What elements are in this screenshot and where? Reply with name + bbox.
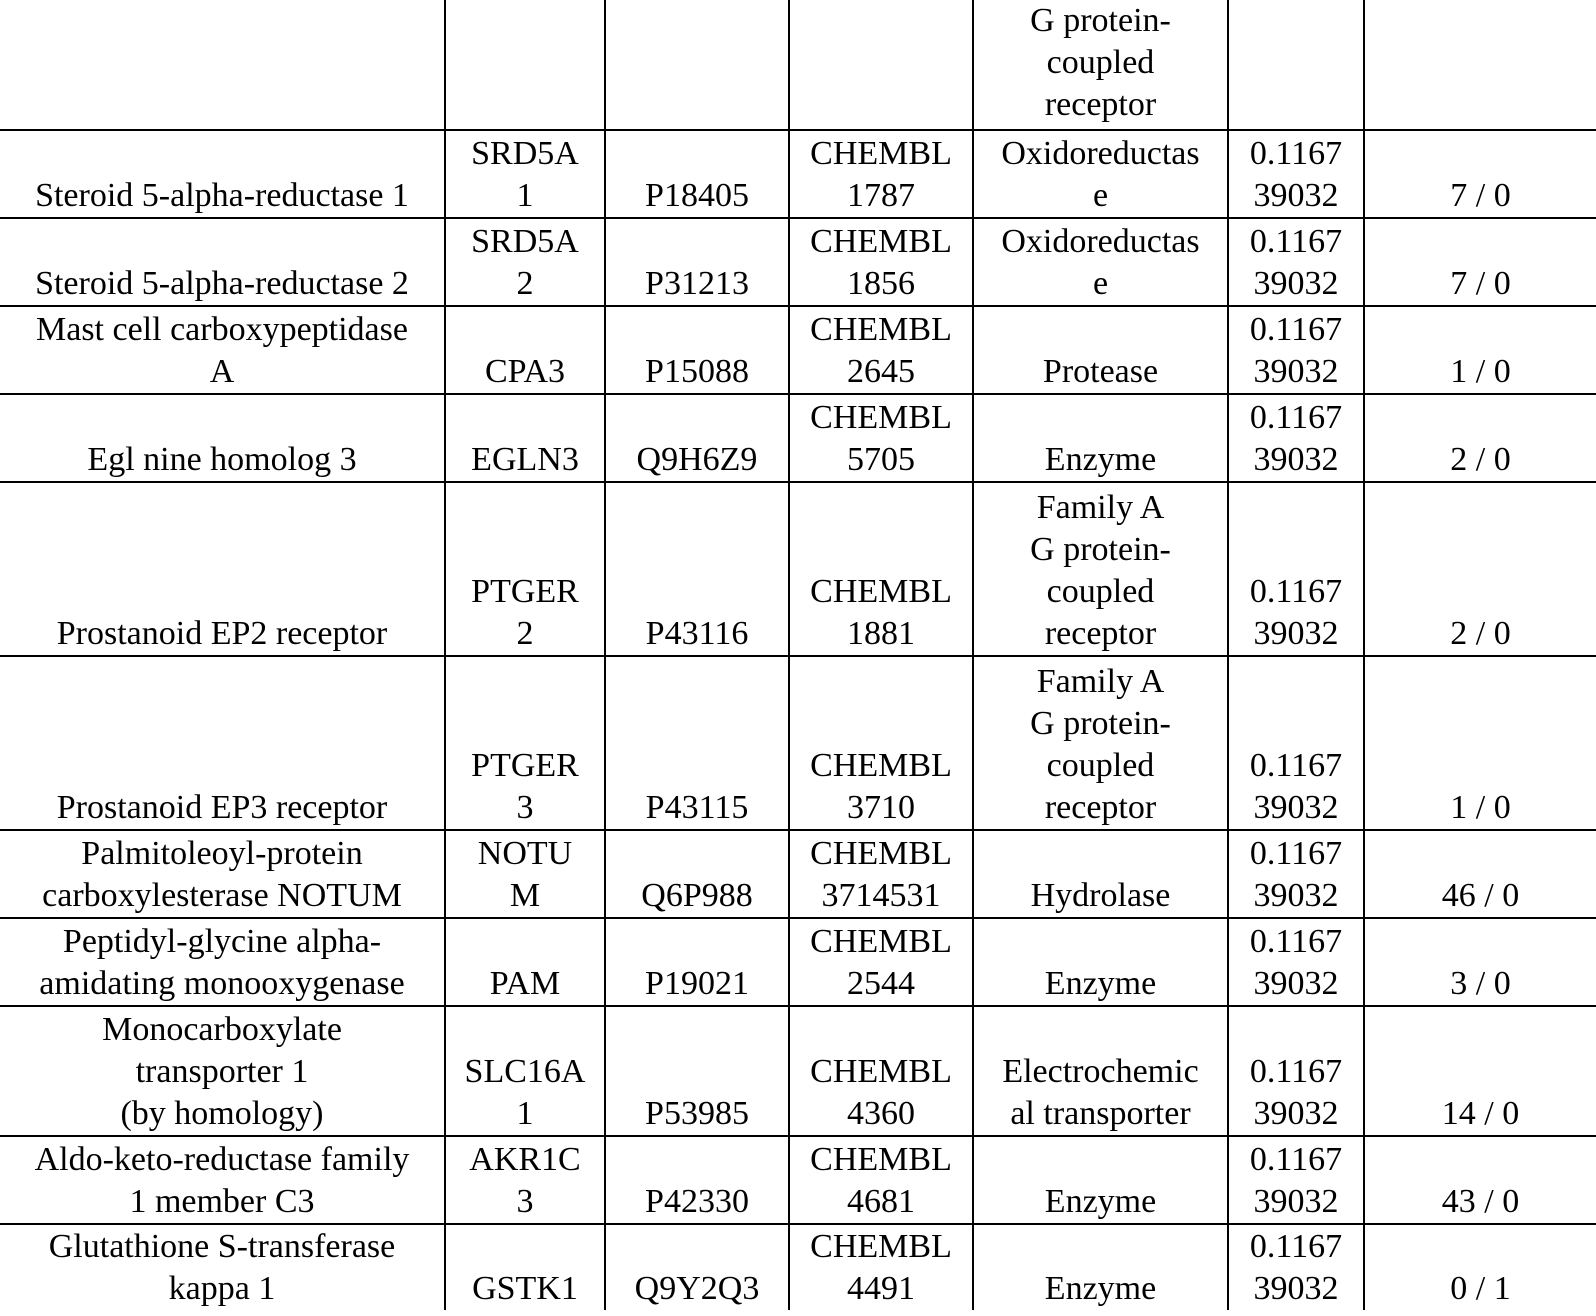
known-actives-cell [1364, 0, 1596, 130]
probability-cell: 0.1167 39032 [1228, 1006, 1364, 1136]
target-class-cell: Enzyme [973, 918, 1228, 1006]
table-row [0, 918, 1596, 1006]
chembl-id-cell: CHEMBL 1881 [789, 482, 973, 656]
probability-cell: 0.1167 39032 [1228, 394, 1364, 482]
target-name-cell: Prostanoid EP2 receptor [0, 482, 445, 656]
target-name-cell: Peptidyl-glycine alpha- amidating monooxygenase [0, 918, 445, 1006]
uniprot-id-cell: Q9Y2Q3 [605, 1224, 789, 1310]
probability-cell: 0.1167 39032 [1228, 306, 1364, 394]
gene-symbol-cell: PTGER 2 [445, 482, 605, 656]
target-class-cell: G protein- coupled receptor [973, 0, 1228, 130]
table-row [0, 830, 1596, 918]
target-name-cell [0, 0, 445, 130]
gene-symbol-cell: SLC16A 1 [445, 1006, 605, 1136]
known-actives-cell: 46 / 0 [1364, 830, 1596, 918]
gene-symbol-cell: SRD5A 2 [445, 218, 605, 306]
chembl-id-cell: CHEMBL 3714531 [789, 830, 973, 918]
known-actives-cell: 43 / 0 [1364, 1136, 1596, 1224]
chembl-id-cell: CHEMBL 1787 [789, 130, 973, 218]
target-class-cell: Hydrolase [973, 830, 1228, 918]
target-name-cell: Egl nine homolog 3 [0, 394, 445, 482]
probability-cell: 0.1167 39032 [1228, 218, 1364, 306]
uniprot-id-cell: P19021 [605, 918, 789, 1006]
target-name-cell: Prostanoid EP3 receptor [0, 656, 445, 830]
chembl-id-cell: CHEMBL 4360 [789, 1006, 973, 1136]
probability-cell [1228, 0, 1364, 130]
probability-cell: 0.1167 39032 [1228, 656, 1364, 830]
target-name-cell: Aldo-keto-reductase family 1 member C3 [0, 1136, 445, 1224]
probability-cell: 0.1167 39032 [1228, 918, 1364, 1006]
gene-symbol-cell: PAM [445, 918, 605, 1006]
known-actives-cell: 1 / 0 [1364, 656, 1596, 830]
target-name-cell: Steroid 5-alpha-reductase 2 [0, 218, 445, 306]
probability-cell: 0.1167 39032 [1228, 1224, 1364, 1310]
uniprot-id-cell: Q6P988 [605, 830, 789, 918]
probability-cell: 0.1167 39032 [1228, 482, 1364, 656]
uniprot-id-cell: P53985 [605, 1006, 789, 1136]
target-class-cell: Protease [973, 306, 1228, 394]
chembl-id-cell: CHEMBL 4491 [789, 1224, 973, 1310]
target-class-cell: Oxidoreductas e [973, 130, 1228, 218]
chembl-id-cell [789, 0, 973, 130]
table-row [0, 482, 1596, 656]
table-row [0, 0, 1596, 130]
uniprot-id-cell: P43115 [605, 656, 789, 830]
target-name-cell: Mast cell carboxypeptidase A [0, 306, 445, 394]
chembl-id-cell: CHEMBL 4681 [789, 1136, 973, 1224]
target-class-cell: Family A G protein- coupled receptor [973, 656, 1228, 830]
known-actives-cell: 0 / 1 [1450, 1270, 1511, 1307]
known-actives-cell: 3 / 0 [1364, 918, 1596, 1006]
target-name-cell: Steroid 5-alpha-reductase 1 [0, 130, 445, 218]
table-row [0, 656, 1596, 830]
uniprot-id-cell: P42330 [605, 1136, 789, 1224]
uniprot-id-cell: P43116 [605, 482, 789, 656]
target-class-cell: Family A G protein- coupled receptor [973, 482, 1228, 656]
target-name-cell: Monocarboxylate transporter 1 (by homology) [0, 1006, 445, 1136]
table-row [0, 1006, 1596, 1136]
table-row [0, 130, 1596, 218]
known-actives-cell: 2 / 0 [1364, 394, 1596, 482]
gene-symbol-cell: EGLN3 [445, 394, 605, 482]
uniprot-id-cell: P15088 [605, 306, 789, 394]
uniprot-id-cell: P18405 [605, 130, 789, 218]
uniprot-id-cell: P31213 [605, 218, 789, 306]
target-class-cell: Enzyme [973, 1224, 1228, 1310]
gene-symbol-cell: PTGER 3 [445, 656, 605, 830]
chembl-id-cell: CHEMBL 5705 [789, 394, 973, 482]
known-actives-cell: 2 / 0 [1364, 482, 1596, 656]
table-row [0, 394, 1596, 482]
table-row [0, 1224, 1596, 1310]
target-class-cell: Electrochemic al transporter [973, 1006, 1228, 1136]
gene-symbol-cell: NOTU M [445, 830, 605, 918]
known-actives-cell: 7 / 0 [1364, 130, 1596, 218]
table-row [0, 1136, 1596, 1224]
known-actives-cell: 1 / 0 [1364, 306, 1596, 394]
probability-cell: 0.1167 39032 [1228, 130, 1364, 218]
gene-symbol-cell: AKR1C 3 [445, 1136, 605, 1224]
chembl-id-cell: CHEMBL 3710 [789, 656, 973, 830]
gene-symbol-cell: CPA3 [445, 306, 605, 394]
target-name-cell: Glutathione S-transferase kappa 1 [0, 1224, 445, 1310]
table-row [0, 218, 1596, 306]
gene-symbol-cell: SRD5A 1 [445, 130, 605, 218]
target-class-cell: Oxidoreductas e [973, 218, 1228, 306]
gene-symbol-cell [445, 0, 605, 130]
chembl-id-cell: CHEMBL 2544 [789, 918, 973, 1006]
chembl-id-cell: CHEMBL 1856 [789, 218, 973, 306]
table-row [0, 306, 1596, 394]
target-name-cell: Palmitoleoyl-protein carboxylesterase NOTUM [0, 830, 445, 918]
known-actives-cell: 7 / 0 [1364, 218, 1596, 306]
known-actives-cell: 14 / 0 [1364, 1006, 1596, 1136]
probability-cell: 0.1167 39032 [1228, 830, 1364, 918]
uniprot-id-cell [605, 0, 789, 130]
chembl-id-cell: CHEMBL 2645 [789, 306, 973, 394]
gene-symbol-cell: GSTK1 [445, 1224, 605, 1310]
target-class-cell: Enzyme [973, 394, 1228, 482]
uniprot-id-cell: Q9H6Z9 [605, 394, 789, 482]
target-class-cell: Enzyme [973, 1136, 1228, 1224]
probability-cell: 0.1167 39032 [1228, 1136, 1364, 1224]
